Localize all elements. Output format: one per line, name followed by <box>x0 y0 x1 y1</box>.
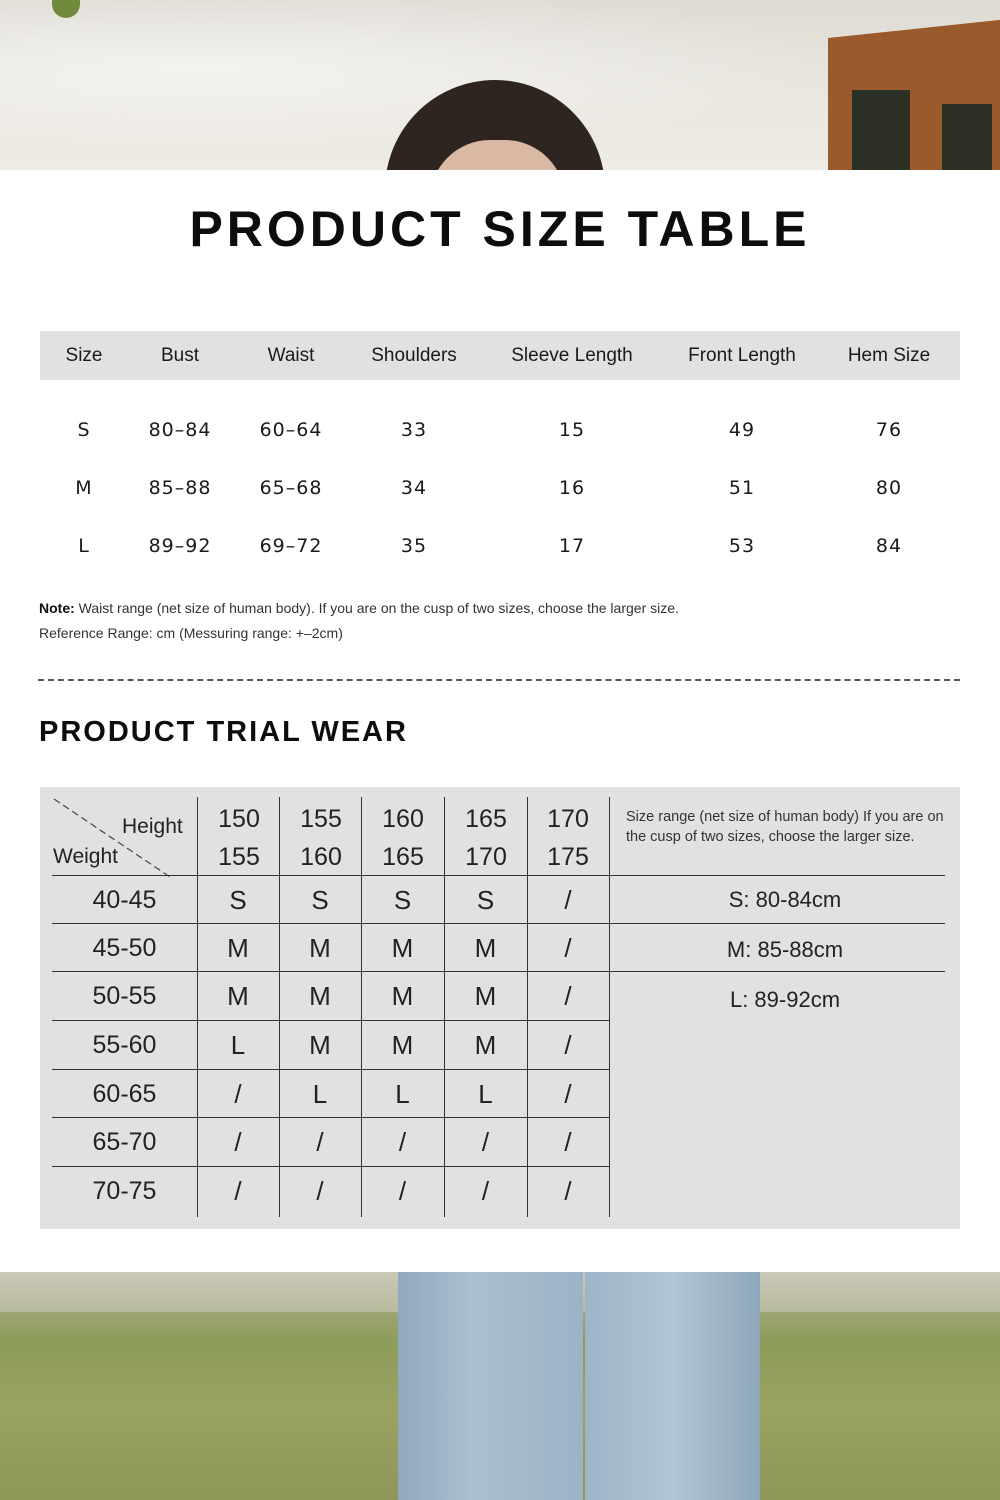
size-range-m: M: 85-88cm <box>726 937 844 962</box>
range-note: Size range (net size of human body) If you are on the cusp of two sizes, choose the larger size. <box>626 809 944 845</box>
table-row <box>40 459 960 517</box>
cell-hem-size: 76 <box>875 419 903 441</box>
cell-sleeve-length: 16 <box>558 477 586 499</box>
size-cell: M <box>227 933 249 963</box>
size-cell: / <box>564 1079 572 1109</box>
cell-front-length: 51 <box>728 477 756 499</box>
size-cell: L <box>478 1079 493 1109</box>
size-cell: / <box>564 1030 572 1060</box>
weight-cell: 60-65 <box>92 1080 157 1108</box>
window-pane <box>852 90 910 170</box>
cell-waist: 69–72 <box>259 535 323 557</box>
size-cell: / <box>316 1127 324 1157</box>
header-front-length: Front Length <box>666 331 818 380</box>
weight-label: Weight <box>53 845 118 868</box>
cell-front-length: 49 <box>728 419 756 441</box>
cell-hem-size: 80 <box>875 477 903 499</box>
size-cell: S <box>476 885 495 915</box>
height-header: 150 155 <box>218 805 260 871</box>
size-cell: / <box>564 1176 572 1206</box>
height-header: 170 175 <box>547 805 589 871</box>
size-table-header <box>40 331 960 380</box>
reference-range: Reference Range: cm (Messuring range: +–2cm) <box>39 625 343 641</box>
jeans-leg <box>585 1272 760 1500</box>
size-cell: / <box>234 1176 242 1206</box>
size-cell: / <box>564 981 572 1011</box>
size-range-s: S: 80-84cm <box>728 887 842 912</box>
cell-sleeve-length: 17 <box>558 535 586 557</box>
size-cell: / <box>564 885 572 915</box>
size-cell: / <box>398 1176 407 1206</box>
top-photo <box>0 0 1000 170</box>
cell-hem-size: 84 <box>875 535 903 557</box>
weight-cell: 50-55 <box>92 982 157 1010</box>
size-cell: L <box>230 1030 246 1060</box>
size-table <box>40 331 960 575</box>
trial-wear-table <box>40 787 960 1229</box>
bottom-photo <box>0 1272 1000 1500</box>
cell-shoulders: 33 <box>400 419 428 441</box>
jeans-leg <box>398 1272 583 1500</box>
header-size: Size <box>40 331 128 380</box>
cell-bust: 85–88 <box>148 477 212 499</box>
dashed-divider <box>38 679 960 681</box>
size-cell: / <box>316 1176 324 1206</box>
cell-bust: 89–92 <box>148 535 212 557</box>
size-cell: / <box>234 1079 242 1109</box>
header-waist: Waist <box>232 331 350 380</box>
size-cell: / <box>398 1127 407 1157</box>
weight-cell: 45-50 <box>92 934 157 962</box>
cell-size: S <box>77 419 91 441</box>
size-cell: M <box>391 981 414 1011</box>
size-cell: M <box>309 981 331 1011</box>
size-cell: M <box>474 981 497 1011</box>
size-cell: / <box>234 1127 242 1157</box>
header-sleeve-length: Sleeve Length <box>478 331 666 380</box>
cell-size: M <box>75 477 93 499</box>
cell-waist: 65–68 <box>259 477 323 499</box>
size-cell: S <box>229 885 247 915</box>
size-cell: S <box>311 885 329 915</box>
cell-waist: 60–64 <box>259 419 323 441</box>
height-header: 160 165 <box>382 805 424 871</box>
size-cell: / <box>481 1127 490 1157</box>
size-cell: M <box>227 981 249 1011</box>
weight-cell: 40-45 <box>92 886 157 914</box>
note-label: Note: <box>39 600 75 616</box>
page-title: PRODUCT SIZE TABLE <box>189 201 811 257</box>
window-pane <box>942 104 992 170</box>
cell-shoulders: 35 <box>400 535 428 557</box>
size-note <box>39 596 679 646</box>
weight-cell: 65-70 <box>92 1128 157 1156</box>
size-cell: M <box>309 1030 331 1060</box>
height-header: 165 170 <box>465 805 507 871</box>
size-cell: / <box>481 1176 490 1206</box>
header-shoulders: Shoulders <box>350 331 478 380</box>
header-hem-size: Hem Size <box>818 331 960 380</box>
size-cell: / <box>564 1127 572 1157</box>
table-row <box>40 517 960 575</box>
cell-sleeve-length: 15 <box>558 419 586 441</box>
size-cell: M <box>391 933 414 963</box>
note-text: Waist range (net size of human body). If you are on the cusp of two sizes, choose the larger size. <box>78 600 679 616</box>
size-cell: M <box>309 933 331 963</box>
header-bust: Bust <box>128 331 232 380</box>
size-cell: L <box>395 1079 410 1109</box>
section-title: PRODUCT TRIAL WEAR <box>39 716 408 748</box>
size-cell: M <box>474 1030 497 1060</box>
size-cell: M <box>391 1030 414 1060</box>
weight-cell: 55-60 <box>92 1031 157 1059</box>
cell-bust: 80–84 <box>148 419 212 441</box>
size-cell: / <box>564 933 572 963</box>
size-cell: S <box>393 885 412 915</box>
cell-size: L <box>78 535 90 557</box>
weight-cell: 70-75 <box>92 1177 157 1205</box>
cell-front-length: 53 <box>728 535 756 557</box>
size-cell: L <box>312 1079 328 1109</box>
size-cell: M <box>474 933 497 963</box>
cell-shoulders: 34 <box>400 477 428 499</box>
size-range-l: L: 89-92cm <box>729 987 841 1012</box>
height-header: 155 160 <box>300 805 342 871</box>
height-label: Height <box>122 815 183 838</box>
table-row <box>40 401 960 459</box>
